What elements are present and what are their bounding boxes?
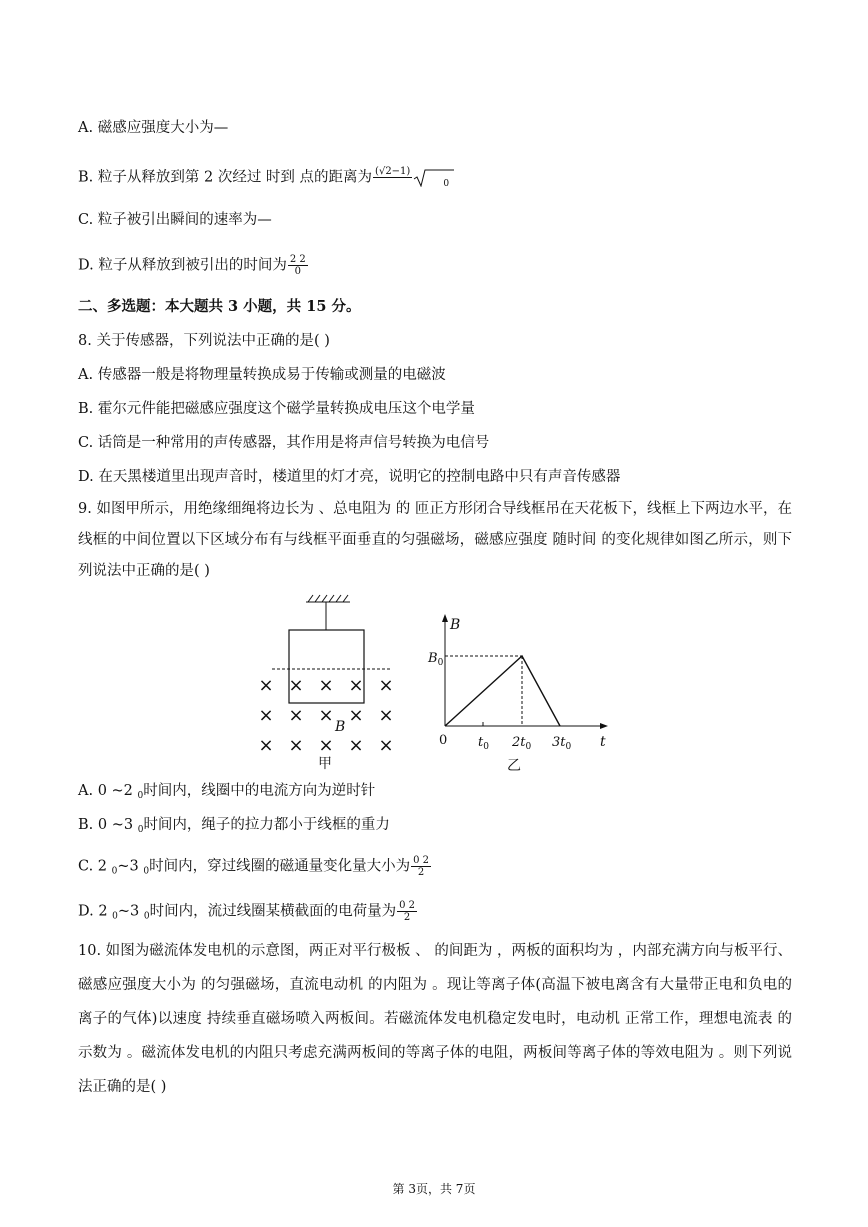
q9-option-a-text: A. 0 ~2 <box>78 783 138 799</box>
q7-option-b-fraction <box>373 166 412 189</box>
q7-option-c-fraction-bar: — <box>257 212 271 228</box>
q8-option-b: B. 霍尔元件能把磁感应强度这个磁学量转换成电压这个电学量 <box>78 401 475 417</box>
cross-icon: × <box>288 735 304 756</box>
cross-icon: × <box>318 675 334 696</box>
q9-option-d <box>78 900 418 927</box>
ceiling-hatch <box>306 595 350 602</box>
q9-option-c-mid: ~3 <box>117 858 144 875</box>
q9-option-d-denominator: 2 <box>403 912 411 923</box>
cross-icon: × <box>258 735 274 756</box>
cross-icon: × <box>378 705 394 726</box>
q7-option-d-fraction <box>288 254 308 277</box>
q8-option-c: C. 话筒是一种常用的声传感器，其作用是将声信号转换为电信号 <box>78 435 490 451</box>
section-2-heading: 二、多选题：本大题共 3 小题，共 15 分。 <box>78 298 361 315</box>
cross-icon: × <box>378 675 394 696</box>
q9-option-d-text: D. 2 <box>78 903 113 920</box>
q9-stem: 9. 如图甲所示，用绝缘细绳将边长为 、总电阻为 的 匝正方形闭合导线框吊在天花板下，线框上下两边水平，在线框的中间位置以下区域分布有与线框平面垂直的匀强磁场，磁感应强度 随时间 的变化规律如图乙所示，则下列说法中正确的是( ) <box>78 501 792 579</box>
b0-label: $B_0$ <box>428 651 444 668</box>
q9-option-a-sub: 0 <box>137 791 144 801</box>
q7-option-b-numerator: (√2−1) <box>375 166 411 177</box>
3t0-label: $3t_0$ <box>552 735 572 752</box>
y-axis-label: B <box>450 617 461 633</box>
q9-option-a-tail: 时间内，线圈中的电流方向为逆时针 <box>143 783 376 799</box>
q7-option-b-radicand-sub: 0 <box>443 178 450 189</box>
page-footer: 第 3页，共 7页 <box>392 1182 476 1196</box>
q7-option-d-text: D. 粒子从释放到被引出的时间为 <box>78 257 287 274</box>
x-axis-arrow-icon <box>600 723 608 729</box>
q9-option-c-sub2: 0 <box>143 866 150 877</box>
q9-option-d-sub2: 0 <box>143 911 150 922</box>
q7-option-c <box>78 210 271 230</box>
q9-option-d-fraction <box>397 900 417 923</box>
q7-option-a <box>78 118 227 138</box>
q9-option-c-sub1: 0 <box>111 866 118 877</box>
bt-curve <box>445 656 560 726</box>
q7-option-a-text: A. 磁感应强度大小为 <box>78 120 214 136</box>
cross-icon: × <box>348 675 364 696</box>
q9-option-d-numerator: 0 2 <box>399 900 416 911</box>
q9-option-c-numerator: 0 2 <box>413 855 429 866</box>
q9-option-b-sub: 0 <box>137 825 144 835</box>
q9-option-c-fraction <box>411 855 431 878</box>
q9-option-d-sub1: 0 <box>112 911 118 922</box>
cross-icon: × <box>378 735 394 756</box>
t0-label: $t_0$ <box>478 735 489 752</box>
q9-option-c <box>78 855 432 882</box>
q7-option-b-text: B. 粒子从释放到第 2 次经过 时到 点的距离为 <box>78 169 373 186</box>
q9-option-d-tail: 时间内，流过线圈某横截面的电荷量为 <box>149 903 397 920</box>
q7-option-d <box>78 254 309 277</box>
origin-label: 0 <box>439 733 448 748</box>
q9-option-b <box>78 815 390 840</box>
q7-option-d-denominator: 0 <box>294 266 301 277</box>
2t0-label: $2t_0$ <box>512 735 532 752</box>
q8-stem: 8. 关于传感器，下列说法中正确的是( ) <box>78 333 330 349</box>
cross-icon: × <box>348 735 364 756</box>
yi-caption: 乙 <box>507 758 521 772</box>
magnetic-field-crosses <box>258 675 393 756</box>
cross-icon: × <box>288 675 304 696</box>
q9-option-b-text: B. 0 ~3 <box>78 817 138 833</box>
q9-figure <box>250 592 620 772</box>
cross-icon: × <box>288 705 304 726</box>
q9-option-b-tail: 时间内，绳子的拉力都小于线框的重力 <box>143 817 390 833</box>
sqrt-icon <box>413 169 455 187</box>
cross-icon: × <box>318 735 334 756</box>
cross-icon: × <box>258 705 274 726</box>
q9-option-c-tail: 时间内，穿过线圈的磁通量变化量大小为 <box>149 858 411 875</box>
y-axis-arrow-icon <box>442 614 448 622</box>
jia-caption: 甲 <box>318 756 332 772</box>
q7-option-b <box>78 166 455 189</box>
q8-option-a: A. 传感器一般是将物理量转换成易于传输或测量的电磁波 <box>78 367 446 383</box>
q10-stem: 10. 如图为磁流体发电机的示意图，两正对平行极板 、 的间距为 ，两板的面积均为 ，内部充满方向与板平行、磁感应强度大小为 的匀强磁场，直流电动机 的内阻为 。现让等离子体(高温下被电离含有大量带正电和负电的离子的气体)以速度 持续垂直磁场喷入两板间。若磁流体发电机稳定发电时，电动机 正常工作，理想电流表 的示数为 。磁流体发电机的内阻只考虑充满两板间的等离子体的电阻，两板间等离子体的等效电阻为 。则下列说法正确的是( ) <box>78 943 792 1095</box>
q9-option-d-mid: ~3 <box>117 903 144 920</box>
q9-option-c-denominator: 2 <box>417 867 425 878</box>
jia-field-label: B <box>335 719 346 735</box>
q8-option-d: D. 在天黑楼道里出现声音时，楼道里的灯才亮，说明它的控制电路中只有声音传感器 <box>78 469 621 485</box>
q9-option-c-text: C. 2 <box>78 858 112 875</box>
cross-icon: × <box>258 675 274 696</box>
q9-option-a <box>78 781 375 806</box>
bt-graph <box>427 614 608 772</box>
q7-option-d-numerator: 2 2 <box>289 254 306 265</box>
cross-icon: × <box>348 705 364 726</box>
q7-option-a-fraction-bar: — <box>213 120 228 136</box>
x-axis-label: t <box>600 734 606 750</box>
q7-option-c-text: C. 粒子被引出瞬间的速率为 <box>78 212 258 228</box>
cross-icon: × <box>318 705 334 726</box>
